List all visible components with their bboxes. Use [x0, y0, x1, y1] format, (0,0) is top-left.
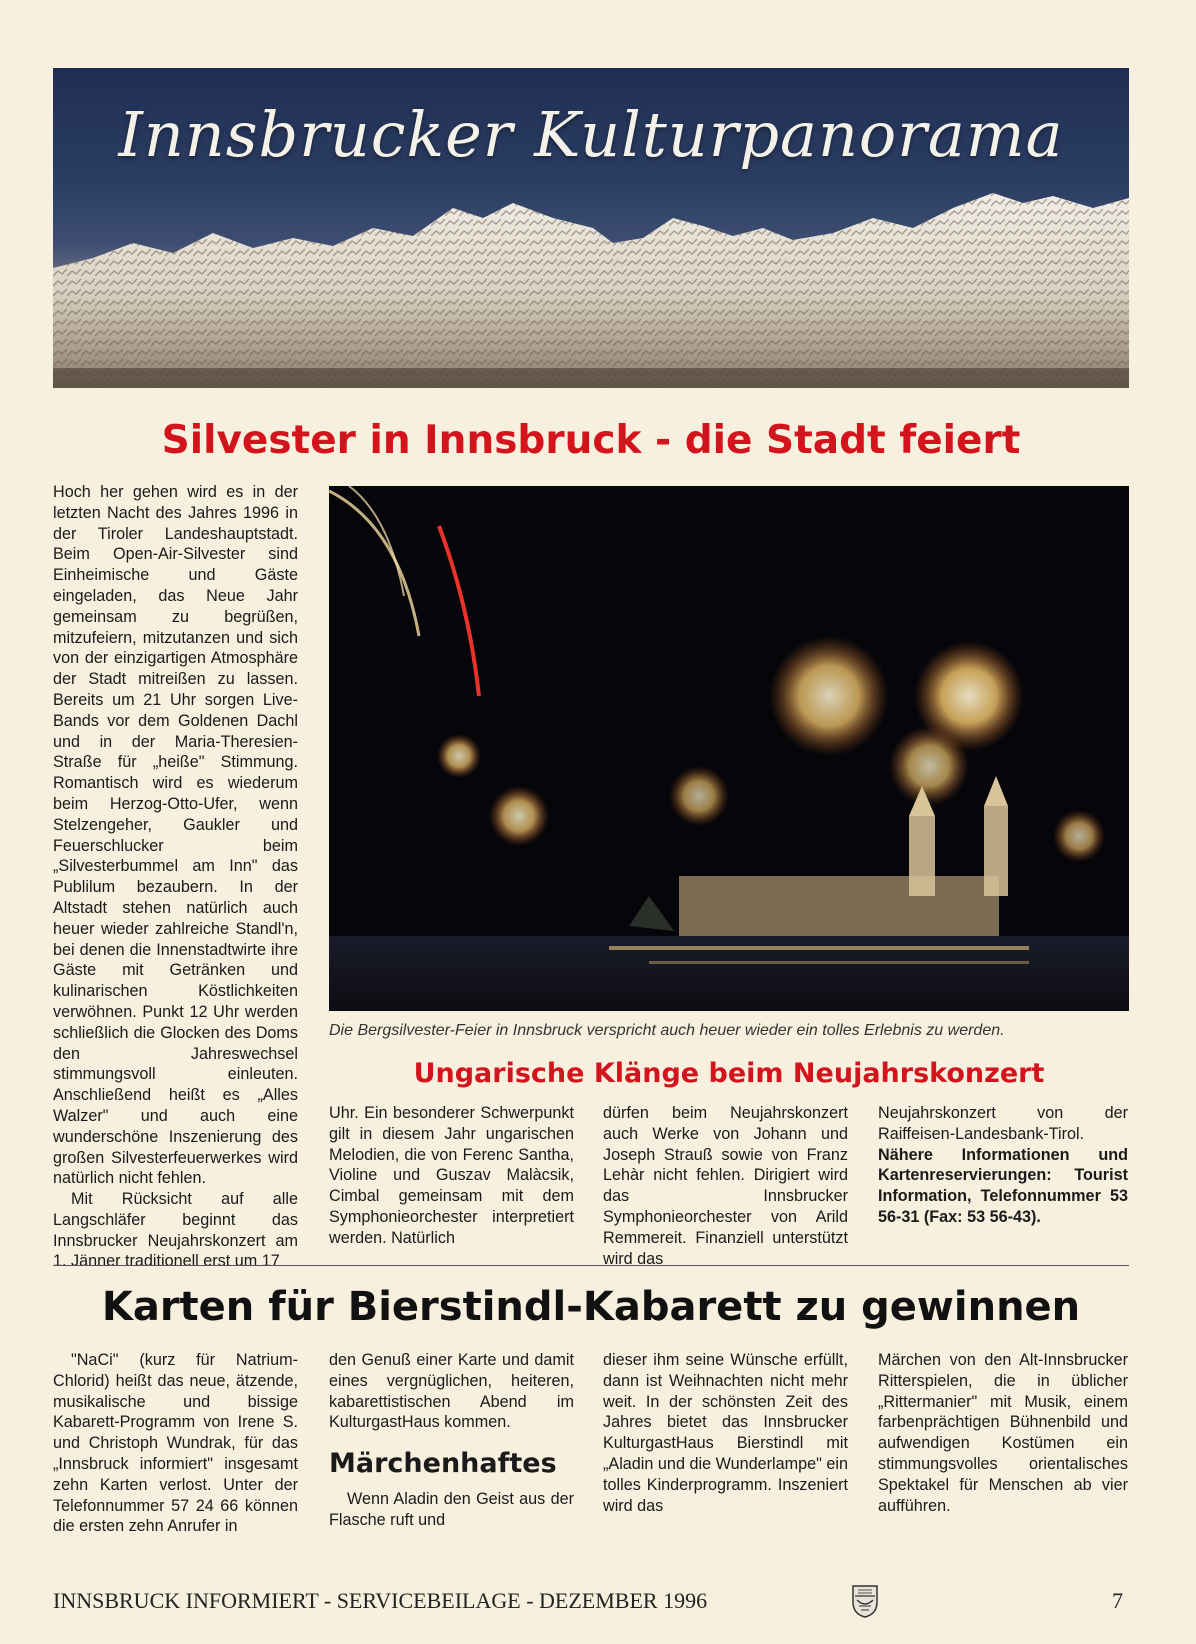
- subhead-maerchenhaftes: Märchenhaftes: [329, 1448, 557, 1480]
- footer-publication: INNSBRUCK INFORMIERT - SERVICEBEILAGE - DEZEMBER 1996: [53, 1588, 708, 1613]
- article-column-neujahrskonzert-1: [329, 1103, 574, 1249]
- coat-of-arms-icon: [851, 1584, 879, 1618]
- article-column-neujahrskonzert-2: [603, 1103, 848, 1269]
- article-headline-silvester: Silvester in Innsbruck - die Stadt feiert: [161, 418, 1021, 463]
- paragraph: Wenn Aladin den Geist aus der Flasche ruft und: [329, 1490, 574, 1529]
- paragraph: Hoch her gehen wird es in der letzten Nacht des Jahres 1996 in der Tiroler Landeshauptstadt. Beim Open-Air-Silvester sind Einheimische und Gäste eingeladen, das Neue Jahr gemeinsam zu begrüßen, mitzufeiern, mitzutanzen und sich von der einzigartigen Atmosphäre der Stadt mitreißen zu lassen. Bereits um 21 Uhr sorgen Live-Bands vor dem Goldenen Dachl und in der Maria-Theresien-Straße für „heiße" Stimmung. Romantisch wird es wiederum beim Herzog-Otto-Ufer, wenn Stelzengeher, Gaukler und Feuerschlucker beim „Silvesterbummel am Inn" das Publilum bezaubern. In der Altstadt stehen natürlich auch heuer wieder zahlreiche Standl'n, bei denen die Innenstadtwirte ihre Gäste mit Getränken und kulinarischen Köstlichkeiten verwöhnen. Punkt 12 Uhr werden schließlich die Glocken des Doms den Jahreswechsel stimmungsvoll einleuten. Anschließend heißt es „Alles Walzer" und auch eine wunderschöne Inszenierung des großen Silvesterfeuerwerkes wird natürlich nicht fehlen.: [53, 483, 298, 1188]
- article-column-kabarett-1: [53, 1350, 298, 1537]
- page-footer: [53, 1588, 1129, 1618]
- paragraph: Märchen von den Alt-Innsbrucker Ritterspielen, die in üblicher „Rittermanier" mit Musik, einem farbenprächtigen Bühnenbild und aufwendigen Kostümen ein stimmungsvolles orientalisches Spektakel für Menschen ab vier aufführen.: [878, 1351, 1128, 1515]
- paragraph: "NaCi" (kurz für Natrium-Chlorid) heißt das neue, ätzende, musikalische und bissige Kabarett-Programm von Irene S. und Christoph Wundrak, für das „Innsbruck informiert" insgesamt zehn Karten verlost. Unter der Telefonnummer 57 24 66 können die ersten zehn Anrufer in: [53, 1351, 298, 1536]
- fireworks-photo: [329, 486, 1129, 1011]
- contact-info: Nähere Informationen und Kartenreservierungen: Tourist Information, Telefonnummer 53 56-31 (Fax: 53 56-43).: [878, 1145, 1128, 1226]
- paragraph: Mit Rücksicht auf alle Langschläfer beginnt das Innsbrucker Neujahrskonzert am 1. Jänner traditionell erst um 17: [53, 1190, 298, 1271]
- article-column-kabarett-2: [329, 1350, 574, 1531]
- article-column-kabarett-3: [603, 1350, 848, 1516]
- photo-caption: Die Bergsilvester-Feier in Innsbruck verspricht auch heuer wieder ein tolles Erlebnis zu werden.: [329, 1022, 1005, 1039]
- section-divider: [53, 1265, 1129, 1266]
- paragraph: Neujahrskonzert von der Raiffeisen-Landesbank-Tirol.: [878, 1104, 1128, 1143]
- paragraph: dürfen beim Neujahrskonzert auch Werke von Johann und Joseph Strauß sowie von Franz Lehàr nicht fehlen. Dirigiert wird das Innsbrucker Symphonieorchester von Arild Remmereit. Finanziell unterstützt wird das: [603, 1104, 848, 1268]
- paragraph: dieser ihm seine Wünsche erfüllt, dann ist Weihnachten nicht mehr weit. In der schönsten Zeit des Jahres bietet das Innsbrucker KulturgastHaus Bierstindl mit „Aladin und die Wunderlampe" ein tolles Kinderprogramm. Inszeniert wird das: [603, 1351, 848, 1515]
- article-column-kabarett-4: [878, 1350, 1128, 1516]
- header-banner: [53, 68, 1129, 388]
- article-headline-kabarett: Karten für Bierstindl-Kabarett zu gewinnen: [101, 1284, 1081, 1330]
- article-headline-neujahrskonzert: Ungarische Klänge beim Neujahrskonzert: [413, 1058, 1045, 1089]
- page-number: 7: [1112, 1588, 1123, 1613]
- article-column-silvester: [53, 482, 298, 1272]
- banner-title: Innsbrucker Kulturpanorama: [118, 98, 1064, 171]
- paragraph: Uhr. Ein besonderer Schwerpunkt gilt in diesem Jahr ungarischen Melodien, die von Ferenc Santha, Violine und Guszav Malàcsik, Cimbal gemeinsam mit dem Symphonieorchester interpretiert werden. Natürlich: [329, 1104, 574, 1247]
- paragraph: den Genuß einer Karte und damit eines vergnüglichen, heiteren, kabarettistischen Abend im KulturgastHaus kommen.: [329, 1351, 574, 1432]
- article-column-neujahrskonzert-3: [878, 1103, 1128, 1228]
